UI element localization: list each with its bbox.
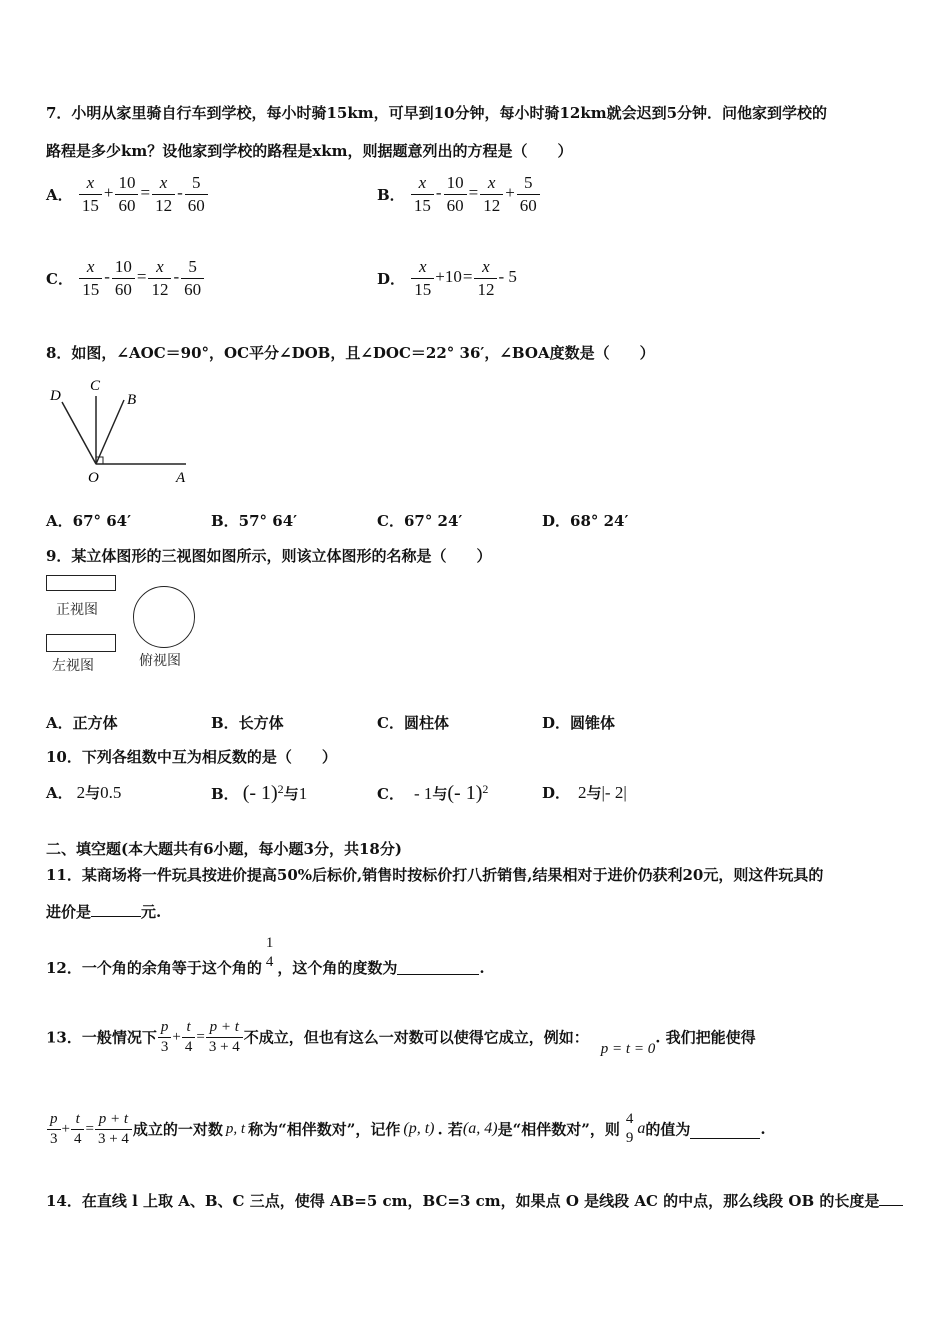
q7-option-a[interactable]	[46, 172, 209, 217]
fraction-numerator: x	[418, 173, 427, 192]
operator: -	[104, 267, 110, 287]
fraction-denominator: 12	[474, 278, 497, 301]
q8-option-d[interactable]: D．68° 24′	[542, 512, 629, 530]
answer-blank[interactable]	[397, 973, 479, 975]
q10-option-d[interactable]	[542, 782, 627, 803]
left-view-label: 左视图	[52, 658, 94, 674]
operator: -	[435, 183, 442, 203]
q10-stem: 10．下列各组数中互为相反数的是（ ）	[46, 748, 337, 766]
pair-notation: (p, t)	[403, 1120, 435, 1137]
answer-blank[interactable]	[690, 1137, 760, 1139]
q11-text: 元.	[141, 903, 162, 921]
connector-yu: 与	[586, 784, 602, 802]
q12-text: .	[479, 959, 485, 977]
fraction-numerator: p + t	[98, 1111, 129, 1128]
label-b: B	[127, 392, 137, 408]
front-view-label: 正视图	[56, 602, 98, 618]
fraction-numerator: p + t	[209, 1019, 239, 1035]
option-label: A．	[46, 784, 73, 802]
q7-option-c[interactable]	[46, 256, 205, 301]
ray-ob	[96, 400, 124, 464]
option-label: B．	[377, 185, 405, 204]
fraction-numerator: 1	[265, 935, 274, 951]
q8-stem: 8．如图，∠AOC＝90°，OC平分∠DOB，且∠DOC＝22° 36′，∠BOA度数是（ ）	[46, 344, 655, 362]
operator: =	[462, 267, 473, 287]
q13-line2: $\frac{p}{3}$ + $\frac{t}{4}$ = $\frac{p + t}{3 + 4}$ 成立的一对数 p, t 称为“相伴数对”，记作 (p, t) . 若(a, 4)是“相伴数对”，则 4 9 a的值为 .	[46, 1110, 766, 1149]
operator: =	[468, 183, 479, 203]
q13-text: 成立的一对数	[132, 1120, 223, 1139]
top-view-circle	[133, 586, 195, 648]
fraction-denominator: 4	[71, 1129, 85, 1149]
operator: =	[136, 267, 147, 287]
fraction-denominator: 60	[185, 194, 208, 217]
fraction-denominator: 15	[79, 194, 102, 217]
number-a: 2	[76, 783, 86, 802]
q8-option-c[interactable]: C．67° 24′	[377, 512, 463, 530]
number-a: 2	[578, 783, 587, 802]
top-view-label: 俯视图	[139, 653, 181, 669]
q9-option-d[interactable]: D．圆锥体	[542, 714, 616, 732]
q13-text: 13．一般情况下	[46, 1028, 157, 1047]
q11-line2	[46, 901, 161, 922]
q13-text: . 若	[437, 1120, 463, 1139]
fraction-numerator: x	[482, 257, 490, 276]
fraction-denominator: 3	[158, 1037, 172, 1057]
variable-a: a	[637, 1120, 646, 1137]
label-d: D	[50, 388, 61, 404]
q7-option-d[interactable]	[377, 256, 517, 301]
q7-option-b[interactable]	[377, 172, 541, 217]
fraction-denominator: 4	[265, 954, 274, 970]
number-a: - 1	[413, 784, 433, 803]
q13-line1: 13．一般情况下 $\frac{p}{3}$ + $\frac{t}{4}$ = $\frac{p + t}{3 + 4}$ 不成立，但也有这么一对数可以使得它成立，例如：p = t = 0. 我们把能使得	[46, 1019, 756, 1057]
q7-stem-line2: 路程是多少km？设他家到学校的路程是xkm，则据题意列出的方程是（ ）	[46, 142, 573, 160]
q12-text: 12．一个角的余角等于这个角的	[46, 959, 262, 977]
q14	[46, 1190, 903, 1211]
front-view-rect	[46, 575, 116, 591]
q8-angle-figure	[44, 372, 204, 488]
q10-option-c[interactable]	[377, 782, 488, 805]
fraction-denominator: 3	[47, 1129, 61, 1149]
q13-text: 称为“相伴数对”，记作	[248, 1120, 401, 1139]
operator: -	[173, 267, 180, 287]
fraction-numerator: x	[156, 257, 164, 276]
fraction-denominator: 3 + 4	[206, 1037, 243, 1057]
example-pair: p = t = 0	[600, 1040, 656, 1057]
fraction-denominator: 15	[411, 278, 434, 301]
q13-text: . 我们把能使得	[655, 1028, 756, 1047]
number-b: (- 1)	[447, 782, 483, 804]
fraction-numerator: t	[186, 1019, 191, 1035]
fraction-denominator: 9	[625, 1130, 634, 1146]
q11-line1: 11．某商场将一件玩具按进价提高50%后标价,销售时按标价打八折销售,结果相对于进价仍获利20元，则这件玩具的	[46, 866, 824, 884]
answer-blank[interactable]	[879, 1204, 903, 1206]
fraction-denominator: 12	[152, 194, 175, 217]
q10-option-a[interactable]	[46, 782, 121, 803]
q12-text: ，这个角的度数为	[277, 959, 398, 977]
fraction-numerator: 5	[188, 257, 197, 276]
label-a: A	[176, 470, 186, 486]
connector-yu: 与	[432, 785, 448, 803]
pair-a-4: (a, 4)	[462, 1120, 498, 1137]
exponent: 2	[482, 782, 489, 796]
q9-option-b[interactable]: B．长方体	[211, 714, 284, 732]
operator: - 5	[498, 267, 517, 287]
fraction-numerator: 5	[524, 173, 533, 192]
q8-option-b[interactable]: B．57° 64′	[211, 512, 298, 530]
fraction-numerator: p	[50, 1111, 58, 1128]
fraction-numerator: 10	[118, 173, 136, 192]
q9-option-c[interactable]: C．圆柱体	[377, 714, 449, 732]
q10-option-b[interactable]	[211, 782, 307, 805]
fraction-denominator: 15	[79, 278, 102, 301]
q11-text: 进价是	[46, 903, 92, 921]
operator: -	[177, 183, 183, 203]
operator: +	[103, 183, 114, 203]
fraction-denominator: 60	[517, 194, 540, 217]
number-a: (- 1)	[242, 782, 278, 804]
fraction-denominator: 15	[411, 194, 434, 217]
option-label: C．	[46, 269, 73, 288]
fraction-numerator: x	[86, 257, 95, 276]
fraction-numerator: x	[159, 173, 168, 192]
operator: =	[140, 183, 151, 203]
answer-blank[interactable]	[91, 915, 141, 917]
fraction-numerator: x	[487, 173, 496, 192]
number-b: |- 2|	[601, 783, 627, 802]
q13-text: 是“相伴数对”，则	[497, 1120, 620, 1139]
q8-option-a[interactable]: A．67° 64′	[46, 512, 132, 530]
ray-od	[62, 402, 96, 464]
operator: +10	[435, 267, 462, 287]
label-c: C	[90, 378, 101, 394]
fraction-numerator: p	[160, 1019, 169, 1035]
fraction-numerator: 10	[114, 257, 132, 276]
fraction-numerator: x	[418, 257, 427, 276]
q9-stem: 9．某立体图形的三视图如图所示，则该立体图形的名称是（ ）	[46, 547, 492, 565]
fraction-numerator: 10	[446, 173, 464, 192]
connector-yu: 与	[283, 785, 299, 803]
fraction-numerator: x	[86, 173, 95, 192]
fraction-numerator: 5	[191, 173, 201, 192]
number-b: 0.5	[100, 783, 122, 802]
option-label: A．	[46, 185, 73, 204]
label-o: O	[88, 470, 99, 486]
number-b: 1	[298, 784, 308, 803]
fraction-denominator: 60	[115, 194, 138, 217]
option-label: D．	[377, 269, 406, 288]
fraction-denominator: 3 + 4	[95, 1129, 132, 1149]
section-2-heading: 二、填空题(本大题共有6小题，每小题3分，共18分)	[46, 840, 402, 858]
q13-text: 的值为	[645, 1120, 691, 1139]
fraction-denominator: 12	[480, 194, 503, 217]
q13-text: .	[760, 1120, 766, 1138]
q9-option-a[interactable]: A．正方体	[46, 714, 118, 732]
fraction-numerator: t	[75, 1111, 80, 1128]
pair-vars: p, t	[225, 1120, 246, 1137]
fraction-denominator: 60	[112, 278, 135, 301]
exponent: 2	[277, 782, 284, 796]
q14-text: 14．在直线 l 上取 A、B、C 三点，使得 AB=5 cm，BC=3 cm，如果点 O 是线段 AC 的中点，那么线段 OB 的长度是	[46, 1192, 880, 1210]
option-label: C．	[377, 785, 404, 803]
fraction-denominator: 4	[182, 1037, 196, 1057]
connector-yu: 与	[85, 784, 101, 802]
option-label: D．	[542, 784, 571, 802]
option-label: B．	[211, 785, 239, 803]
fraction-denominator: 60	[444, 194, 467, 217]
q7-stem-line1: 7．小明从家里骑自行车到学校，每小时骑15km，可早到10分钟，每小时骑12km就会迟到5分钟．问他家到学校的	[46, 104, 828, 122]
q13-text: 不成立，但也有这么一对数可以使得它成立，例如：	[243, 1028, 589, 1047]
q12	[46, 934, 485, 978]
fraction-numerator: 4	[625, 1111, 634, 1127]
operator: +	[505, 183, 515, 203]
fraction-denominator: 12	[148, 278, 171, 301]
left-view-rect	[46, 634, 116, 652]
fraction-denominator: 60	[181, 278, 204, 301]
